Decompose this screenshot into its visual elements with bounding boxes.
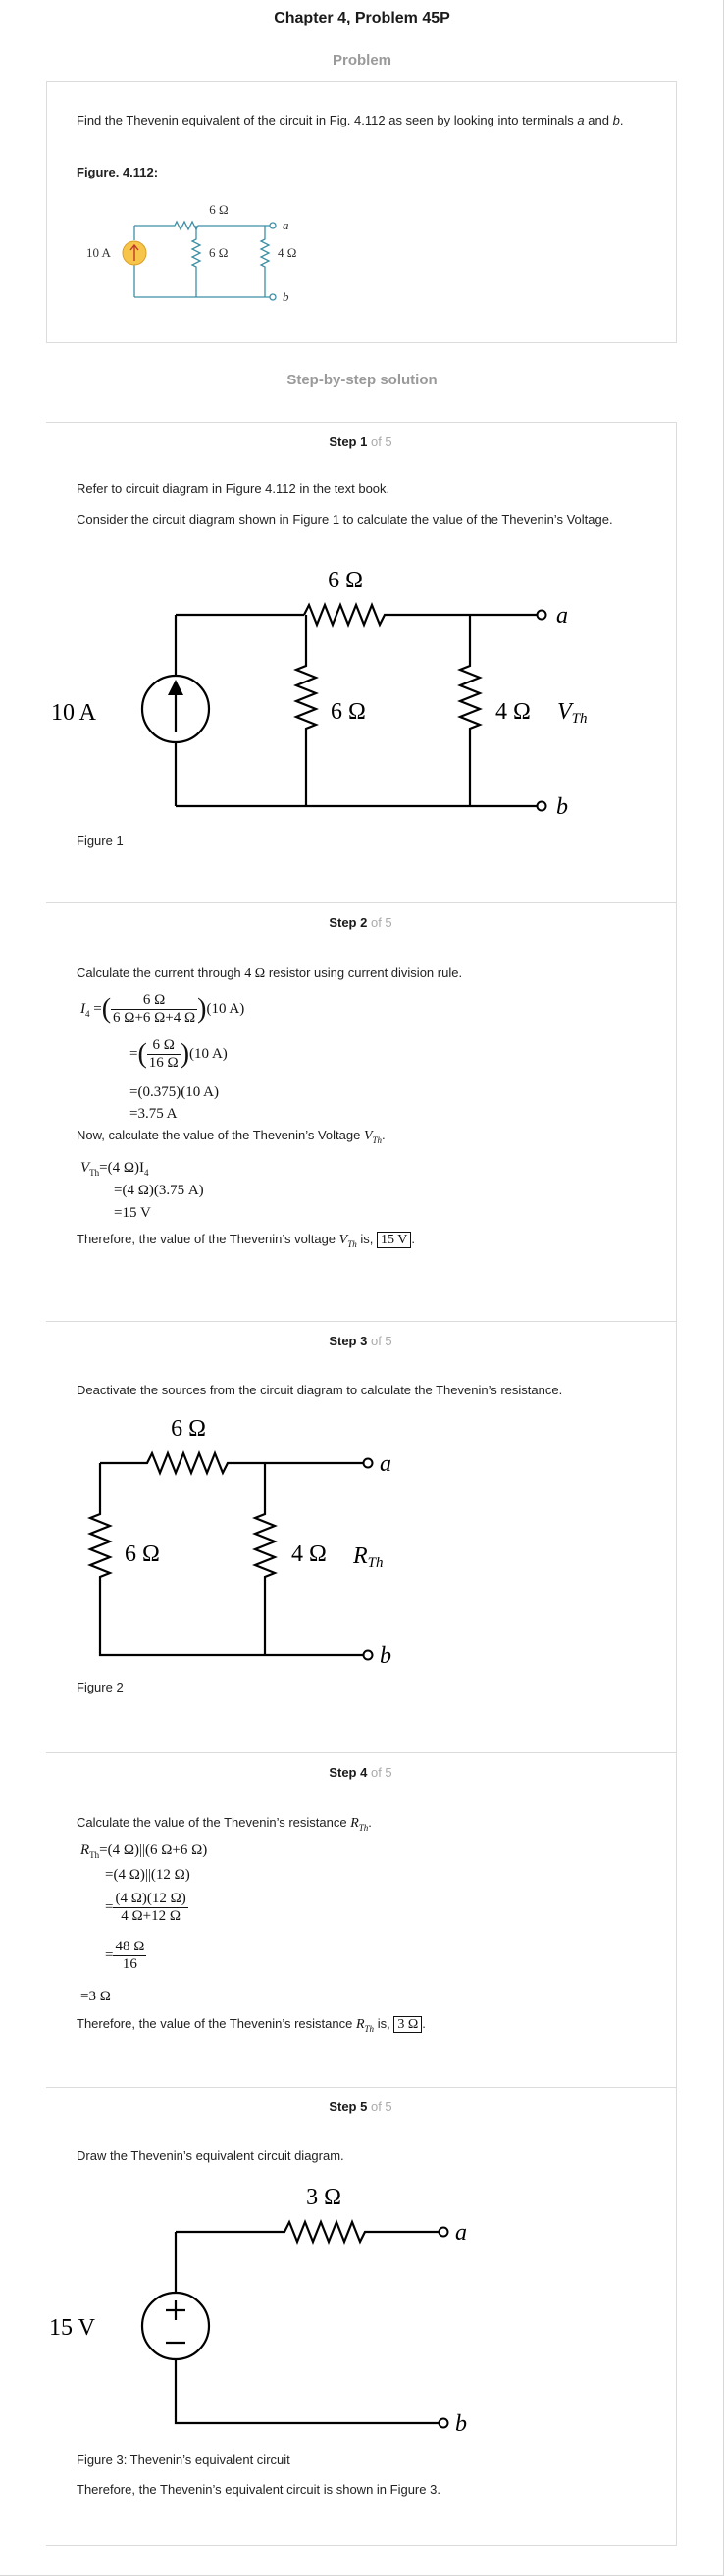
vth-subscript: Th [372, 1135, 383, 1145]
terminal-b [440, 2419, 448, 2428]
wire-top [134, 222, 271, 229]
terminal-b [270, 294, 276, 300]
step-text: Calculate the value of the Thevenin’s resistance $R_{Th}$. [77, 1815, 372, 1833]
eq-rhs-sub: 4 [144, 1168, 149, 1178]
source-label: 10 A [51, 700, 97, 726]
eq-rhs: =(4 Ω)||(6 Ω+6 Ω) [99, 1843, 208, 1858]
step-of: of 5 [370, 1765, 392, 1780]
vth-subscript: Th [347, 1238, 357, 1249]
fig-term-b-label: b [283, 289, 289, 304]
step-of: of 5 [370, 2099, 392, 2114]
figure-1-circuit [46, 423, 675, 902]
problem-heading: Problem [332, 52, 391, 69]
rth-symbol: R [350, 1816, 359, 1831]
eq-lhs: V [80, 1160, 90, 1176]
equation-7: =15 V [114, 1205, 151, 1221]
term-b-label: b [455, 2411, 467, 2437]
rth-label [352, 1543, 384, 1571]
rth-subscript: Th [364, 2023, 375, 2034]
vth-subscript: Th [571, 711, 588, 727]
frac-den: 16 Ω [148, 1055, 179, 1071]
figure-2-circuit [46, 1322, 675, 1752]
step-4 [46, 1753, 675, 2087]
equation-3: =(0.375)(10 A) [129, 1085, 219, 1100]
fig-r-top-label: 6 Ω [209, 202, 229, 217]
step-3 [46, 1322, 675, 1752]
term-a-label: a [556, 603, 568, 629]
terminal-a [364, 1459, 373, 1468]
step-text-part: Therefore, the value of the Thevenin’s voltage [77, 1232, 336, 1246]
term-a-label: a [455, 2220, 467, 2246]
step-conclusion: Therefore, the Thevenin’s equivalent circuit is shown in Figure 3. [77, 2482, 440, 2497]
fig-term-a-label: a [283, 218, 289, 232]
problem-card [46, 81, 677, 343]
terminal-a [538, 611, 546, 620]
step-of: of 5 [370, 1334, 392, 1348]
step-2 [46, 903, 675, 1321]
term-b-label: b [556, 794, 568, 820]
figure-label: Figure. 4.112: [77, 165, 159, 179]
step-text: Deactivate the sources from the circuit diagram to calculate the Thevenin’s resistance. [77, 1383, 563, 1397]
vth-symbol: V [338, 1233, 348, 1247]
step-text-part: Calculate the value of the Thevenin’s resistance [77, 1815, 347, 1830]
wire-top-with-resistor [100, 1453, 363, 1473]
figure-caption: Figure 3: Thevenin’s equivalent circuit [77, 2452, 290, 2467]
step-word: Step 1 [329, 434, 368, 449]
eq-lhs: I [80, 1000, 85, 1017]
frac-num: 6 Ω [147, 1037, 181, 1055]
step-conclusion: Therefore, the value of the Thevenin’s resistance $R_{Th}$ is, 3 Ω . [77, 2016, 426, 2034]
step-5 [46, 2088, 675, 2545]
step-text-part: Calculate the current through [77, 965, 241, 980]
step-1 [46, 423, 675, 902]
plus-icon [166, 2300, 185, 2320]
vth-label [557, 699, 588, 727]
equation-5: =3 Ω [80, 1989, 111, 2004]
eq-rhs: =(4 Ω)I [99, 1160, 145, 1176]
r-top-label: 6 Ω [171, 1416, 206, 1441]
frac-den: 6 Ω+6 Ω+4 Ω [113, 1010, 196, 1026]
resistor-top [304, 605, 389, 625]
step-text-part: is, [360, 1232, 374, 1246]
problem-text-part: Find the Thevenin equivalent of the circuit in Fig. 4.112 as seen by looking into terminals [77, 113, 578, 127]
frac-num: (4 Ω)(12 Ω) [115, 1891, 186, 1906]
fig-r-right-label: 4 Ω [278, 245, 297, 260]
wire-top-with-resistor [176, 2222, 439, 2242]
step-text: Consider the circuit diagram shown in Figure 1 to calculate the value of the Thevenin’s Voltage. [77, 512, 613, 527]
terminal-b [538, 802, 546, 811]
eq-tail: (10 A) [206, 1000, 245, 1017]
r-right-label: 4 Ω [495, 699, 531, 725]
vth-symbol: V [363, 1129, 373, 1143]
problem-circuit-figure [47, 82, 676, 342]
r-right-label: 4 Ω [291, 1541, 327, 1567]
solution-heading: Step-by-step solution [286, 372, 438, 388]
r-top-label: 3 Ω [306, 2185, 341, 2210]
fig-r-mid-label: 6 Ω [209, 245, 229, 260]
step-word: Step 4 [329, 1765, 368, 1780]
step-title [46, 915, 675, 930]
frac-den: 4 Ω+12 Ω [121, 1908, 181, 1924]
problem-term-a: a [577, 113, 585, 127]
step-text-part: Therefore, the value of the Thevenin’s resistance [77, 2016, 353, 2031]
problem-term-b: b [612, 113, 620, 127]
r-left-label: 6 Ω [125, 1541, 160, 1567]
r-top-label: 6 Ω [328, 568, 363, 593]
resistor-right [460, 615, 480, 806]
step-text-part: is, [377, 2016, 390, 2031]
step-text [77, 963, 462, 984]
step-word: Step 3 [329, 1334, 368, 1348]
source-label: 15 V [49, 2315, 95, 2341]
eq-lhs-sub: Th [89, 1168, 100, 1178]
rth-symbol: R [353, 1543, 368, 1569]
wire-source [176, 2232, 439, 2423]
step-text-part: Now, calculate the value of the Thevenin’s Voltage [77, 1128, 361, 1142]
divider [46, 2545, 677, 2546]
frac-num: 6 Ω [111, 992, 197, 1010]
resistor-mid [192, 226, 200, 297]
page-title: Chapter 4, Problem 45P [274, 10, 450, 26]
step-word: Step 2 [329, 915, 368, 930]
resistor-right [261, 226, 269, 297]
resistor-right [255, 1463, 275, 1655]
vth-symbol: V [557, 699, 572, 725]
resistor-mid [296, 615, 316, 806]
eq-lhs: R [80, 1843, 90, 1858]
equation-2: =(4 Ω)||(12 Ω) [105, 1867, 190, 1883]
equation-5 [80, 1160, 149, 1178]
step-text: Now, calculate the value of the Thevenin’s Voltage $V_{Th}$. [77, 1128, 386, 1145]
terminal-a [270, 223, 276, 228]
rth-subscript: Th [367, 1555, 384, 1571]
problem-text-part: and [584, 113, 613, 127]
frac-den: 16 [122, 1956, 137, 1972]
step-of: of 5 [370, 434, 392, 449]
r-mid-label: 6 Ω [331, 699, 366, 725]
terminal-b [364, 1651, 373, 1660]
frac-num: 48 Ω [115, 1939, 145, 1954]
step-text: Draw the Thevenin’s equivalent circuit diagram. [77, 2148, 344, 2163]
equation-2: =( $\frac{6 \Omega}{16 \Omega}$ )(10 A) [129, 1037, 228, 1071]
rth-subscript: Th [358, 1822, 369, 1833]
equation-6: =(4 Ω)(3.75 A) [114, 1183, 204, 1198]
rth-symbol: R [355, 2017, 365, 2032]
step-title [46, 1765, 675, 1780]
figure-caption: Figure 1 [77, 833, 124, 848]
terminal-a [440, 2228, 448, 2237]
eq-tail: (10 A) [189, 1045, 228, 1062]
problem-text-part: . [619, 113, 624, 127]
term-b-label: b [380, 1643, 391, 1669]
figure-3-circuit [46, 2088, 675, 2545]
step-text: Refer to circuit diagram in Figure 4.112 in the text book. [77, 481, 390, 496]
equation-3: = $\frac{(4 \Omega)(12 \Omega)}{4 \Omega+12 \Omega}$ [105, 1891, 186, 1924]
answer-box: 3 Ω [393, 2016, 422, 2033]
eq-lhs-sub: Th [89, 1850, 100, 1860]
equation-4: =3.75 A [129, 1106, 178, 1122]
step-text-part: resistor using current division rule. [268, 965, 463, 980]
figure-caption: Figure 2 [77, 1680, 124, 1694]
answer-box: 15 V [377, 1232, 411, 1248]
term-a-label: a [380, 1451, 391, 1477]
fig-source-label: 10 A [86, 245, 111, 260]
resistor-value: 4 Ω [244, 966, 266, 981]
step-of: of 5 [370, 915, 392, 930]
equation-1 [80, 1843, 207, 1860]
eq-lhs-sub: 4 [85, 1008, 90, 1019]
step-conclusion: Therefore, the value of the Thevenin’s voltage $V_{Th}$ is, 15 V . [77, 1232, 415, 1249]
equation-4: = $\frac{48 \Omega}{16}$ [105, 1939, 145, 1972]
equation-1: $I_4$ =( $\frac{6 \Omega}{6 \Omega+6 \Omega+4 \Omega}$ )(10 A) [80, 992, 245, 1026]
arrow-up-icon [168, 680, 183, 695]
step-word: Step 5 [329, 2099, 368, 2114]
